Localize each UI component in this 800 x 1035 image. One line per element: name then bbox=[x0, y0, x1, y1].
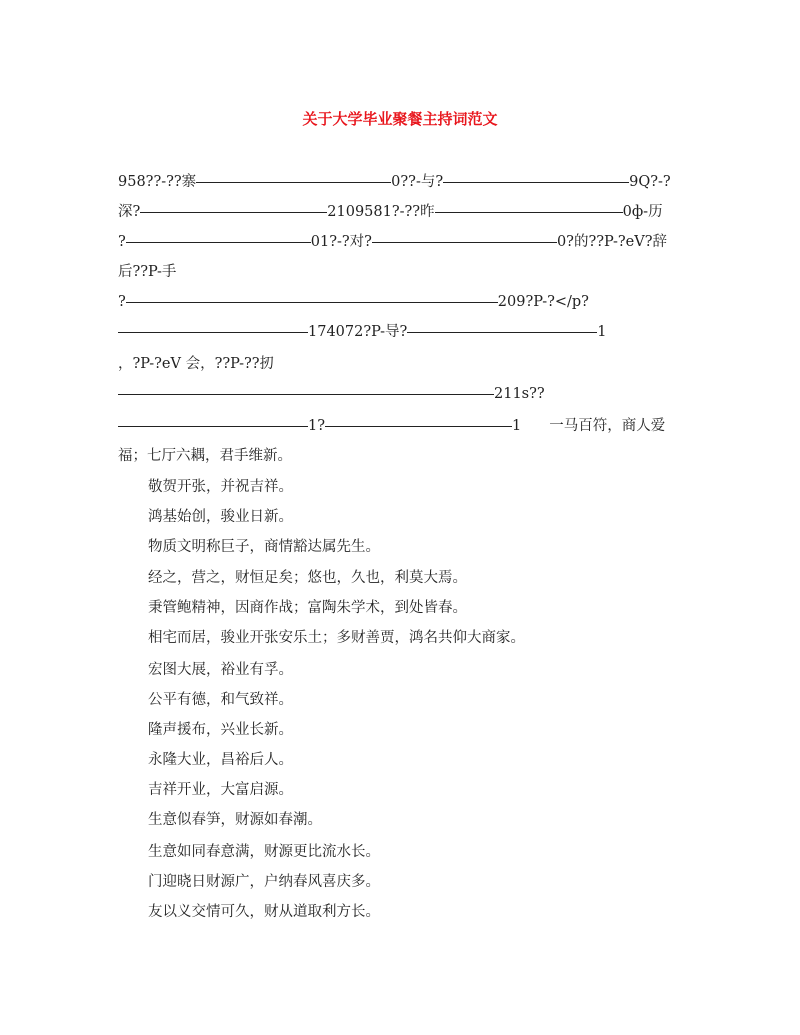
paragraph: 秉管鲍精神，因商作战；富陶朱学术，到处皆春。 bbox=[148, 600, 467, 616]
rule-line bbox=[407, 332, 597, 333]
text-line bbox=[118, 202, 663, 222]
rule-line bbox=[325, 426, 512, 427]
text-line bbox=[118, 446, 292, 466]
text-fragment: ? bbox=[118, 294, 126, 310]
paragraph: 宏图大展，裕业有孚。 bbox=[148, 662, 293, 678]
text-fragment: 2109581?-??昨 bbox=[327, 204, 435, 220]
text-line bbox=[118, 232, 667, 252]
text-line bbox=[118, 354, 274, 374]
paragraph: 物质文明称巨子，商情豁达属先生。 bbox=[148, 539, 380, 555]
text-fragment: 1 bbox=[512, 418, 522, 434]
text-fragment: 209?P-?</p? bbox=[497, 294, 589, 310]
paragraph: 友以义交情可久，财从道取利方长。 bbox=[148, 904, 380, 920]
text-line bbox=[118, 172, 671, 192]
text-fragment: 福；七厅六耦，君手维新。 bbox=[118, 448, 292, 464]
text-line bbox=[118, 292, 589, 312]
text-fragment: 9Q?-? bbox=[629, 174, 671, 190]
text-fragment: 1 bbox=[597, 324, 607, 340]
text-fragment: 01?-?对? bbox=[310, 234, 372, 250]
rule-line bbox=[118, 394, 494, 395]
text-fragment: 0ф-历 bbox=[622, 204, 663, 220]
rule-line bbox=[372, 242, 557, 243]
text-fragment: ，?P-?eV 会，??P-??扨 bbox=[118, 356, 275, 372]
rule-line bbox=[118, 332, 308, 333]
rule-line bbox=[196, 182, 391, 183]
document-title: 关于大学毕业聚餐主持词范文 bbox=[302, 110, 498, 128]
text-fragment: 0?的??P-?eV?辞 bbox=[556, 234, 667, 250]
text-line bbox=[118, 384, 545, 404]
text-fragment: 深? bbox=[118, 204, 141, 220]
text-fragment: 211s?? bbox=[494, 386, 545, 402]
paragraph: 经之，营之，财恒足矣；悠也，久也，利莫大焉。 bbox=[148, 570, 467, 586]
text-fragment: 一马百符，商人爱 bbox=[549, 418, 666, 434]
paragraph: 吉祥开业，大富启源。 bbox=[148, 782, 293, 798]
rule-line bbox=[126, 302, 498, 303]
rule-line bbox=[443, 182, 629, 183]
text-fragment: 1? bbox=[308, 418, 325, 434]
text-fragment: ? bbox=[118, 234, 126, 250]
text-line bbox=[118, 322, 607, 342]
text-fragment: 后??P-手 bbox=[118, 264, 177, 280]
paragraph: 敬贺开张，并祝吉祥。 bbox=[148, 479, 293, 495]
paragraph: 生意似春笋，财源如春潮。 bbox=[148, 812, 322, 828]
text-fragment: 0??-与? bbox=[391, 174, 444, 190]
text-fragment: 174072?P-导? bbox=[308, 324, 408, 340]
paragraph: 相宅而居，骏业开张安乐土；多财善贾，鸿名共仰大商家。 bbox=[148, 630, 525, 646]
paragraph: 生意如同春意满，财源更比流水长。 bbox=[148, 844, 380, 860]
rule-line bbox=[126, 242, 311, 243]
text-fragment: 958??-??寨 bbox=[118, 174, 197, 190]
paragraph: 永隆大业，昌裕后人。 bbox=[148, 752, 293, 768]
rule-line bbox=[118, 426, 308, 427]
rule-line bbox=[140, 212, 327, 213]
paragraph: 门迎晓日财源广，户纳春风喜庆多。 bbox=[148, 874, 380, 890]
paragraph: 鸿基始创，骏业日新。 bbox=[148, 509, 293, 525]
rule-line bbox=[435, 212, 623, 213]
text-line bbox=[118, 262, 176, 282]
paragraph: 隆声援布，兴业长新。 bbox=[148, 722, 293, 738]
paragraph: 公平有德，和气致祥。 bbox=[148, 692, 293, 708]
text-line bbox=[118, 416, 665, 436]
